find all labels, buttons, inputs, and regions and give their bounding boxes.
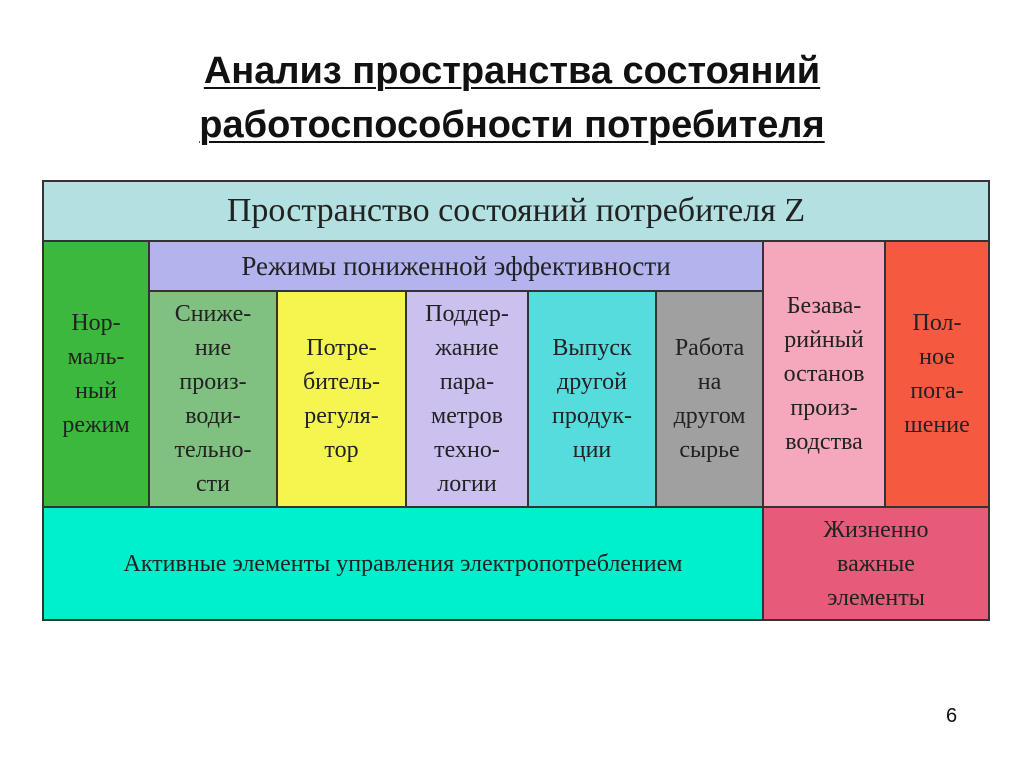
state-space-header: Пространство состояний потребителя Z [42, 180, 990, 242]
normal-mode-cell: Нор- маль- ный режим [42, 240, 150, 508]
page-number: 6 [946, 705, 958, 727]
reduced-mode-consumer-regulator: Потре- битель- регуля- тор [276, 290, 407, 508]
title-line-2: работоспособности потребителя [199, 104, 825, 146]
reduced-mode-other-raw-material: Работа на другом сырье [655, 290, 764, 508]
active-elements-cell: Активные элементы управления электропотреблением [42, 506, 764, 621]
reduced-mode-other-products: Выпуск другой продук- ции [527, 290, 657, 508]
title-line-1: Анализ пространства состояний [203, 50, 821, 92]
reduced-modes-header: Режимы пониженной эффективности [148, 240, 764, 292]
full-shutdown-cell: Пол- ное пога- шение [884, 240, 990, 508]
safe-stop-cell: Безава- рийный останов произ- водства [762, 240, 886, 508]
reduced-mode-productivity: Сниже- ние произ- води- тельно- сти [148, 290, 278, 508]
reduced-mode-technology-params: Поддер- жание пара- метров техно- логии [405, 290, 529, 508]
vital-elements-cell: Жизненно важные элементы [762, 506, 990, 621]
slide-title [0, 44, 1024, 152]
